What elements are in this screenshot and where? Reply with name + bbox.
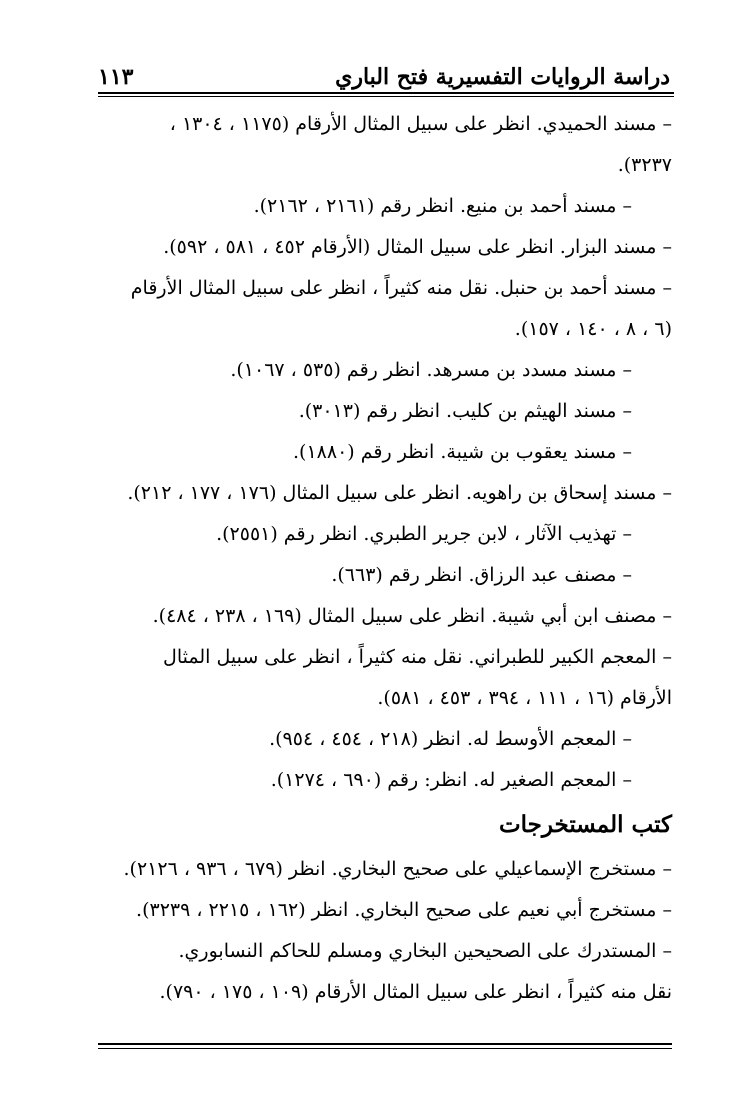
- list-item: – مستخرج أبي نعيم على صحيح البخاري. انظر (١٦٢ ، ٢٢١٥ ، ٣٢٣٩).: [136, 899, 672, 921]
- list-item: – مسند أحمد بن حنبل. نقل منه كثيراً ، انظر على سبيل المثال الأرقام: [130, 277, 672, 299]
- footer-rule-thin: [98, 1048, 672, 1049]
- header-rule-thin: [98, 96, 674, 97]
- list-item: – مستخرج الإسماعيلي على صحيح البخاري. انظر (٦٧٩ ، ٩٣٦ ، ٢١٢٦).: [123, 858, 672, 880]
- list-item: – تهذيب الآثار ، لابن جرير الطبري. انظر رقم (٢٥٥١).: [216, 523, 632, 545]
- running-header: [98, 50, 670, 92]
- list-item-continuation: الأرقام (١٦ ، ١١١ ، ٣٩٤ ، ٤٥٣ ، ٥٨١).: [377, 687, 672, 709]
- list-item: – مصنف ابن أبي شيبة. انظر على سبيل المثال (١٦٩ ، ٢٣٨ ، ٤٨٤).: [152, 605, 672, 627]
- footer-rule: [98, 1043, 672, 1045]
- list-item: – مسند الهيثم بن كليب. انظر رقم (٣٠١٣).: [298, 400, 632, 422]
- body-text: [96, 104, 672, 1013]
- list-item: – مسند الحميدي. انظر على سبيل المثال الأرقام (١١٧٥ ، ١٣٠٤ ،: [169, 113, 672, 135]
- header-rule: [98, 92, 674, 94]
- list-item: – مسند البزار. انظر على سبيل المثال (الأرقام ٤٥٢ ، ٥٨١ ، ٥٩٢).: [163, 236, 672, 258]
- header-title: دراسة الروايات التفسيرية فتح الباري: [335, 64, 670, 90]
- list-item: – المعجم الصغير له. انظر: رقم (٦٩٠ ، ١٢٧٤).: [270, 769, 632, 791]
- list-item-continuation: (٦ ، ٨ ، ١٤٠ ، ١٥٧).: [514, 318, 672, 340]
- list-item-continuation: ٣٢٣٧).: [617, 154, 672, 176]
- list-item: – مسند يعقوب بن شيبة. انظر رقم (١٨٨٠).: [293, 441, 632, 463]
- list-item: – مسند أحمد بن منيع. انظر رقم (٢١٦١ ، ٢١٦٢).: [253, 195, 632, 217]
- page-number: ١١٣: [98, 64, 134, 90]
- list-item: – المستدرك على الصحيحين البخاري ومسلم للحاكم النسابوري.: [178, 940, 672, 962]
- list-item: – المعجم الكبير للطبراني. نقل منه كثيراً ، انظر على سبيل المثال: [163, 646, 672, 668]
- list-item: – المعجم الأوسط له. انظر (٢١٨ ، ٤٥٤ ، ٩٥٤).: [269, 728, 632, 750]
- list-item: – مسند مسدد بن مسرهد. انظر رقم (٥٣٥ ، ١٠٦٧).: [230, 359, 632, 381]
- list-item-continuation: نقل منه كثيراً ، انظر على سبيل المثال الأرقام (١٠٩ ، ١٧٥ ، ٧٩٠).: [159, 981, 672, 1003]
- section-heading: كتب المستخرجات: [498, 811, 672, 838]
- list-item: – مسند إسحاق بن راهويه. انظر على سبيل المثال (١٧٦ ، ١٧٧ ، ٢١٢).: [127, 482, 672, 504]
- list-item: – مصنف عبد الرزاق. انظر رقم (٦٦٣).: [331, 564, 632, 586]
